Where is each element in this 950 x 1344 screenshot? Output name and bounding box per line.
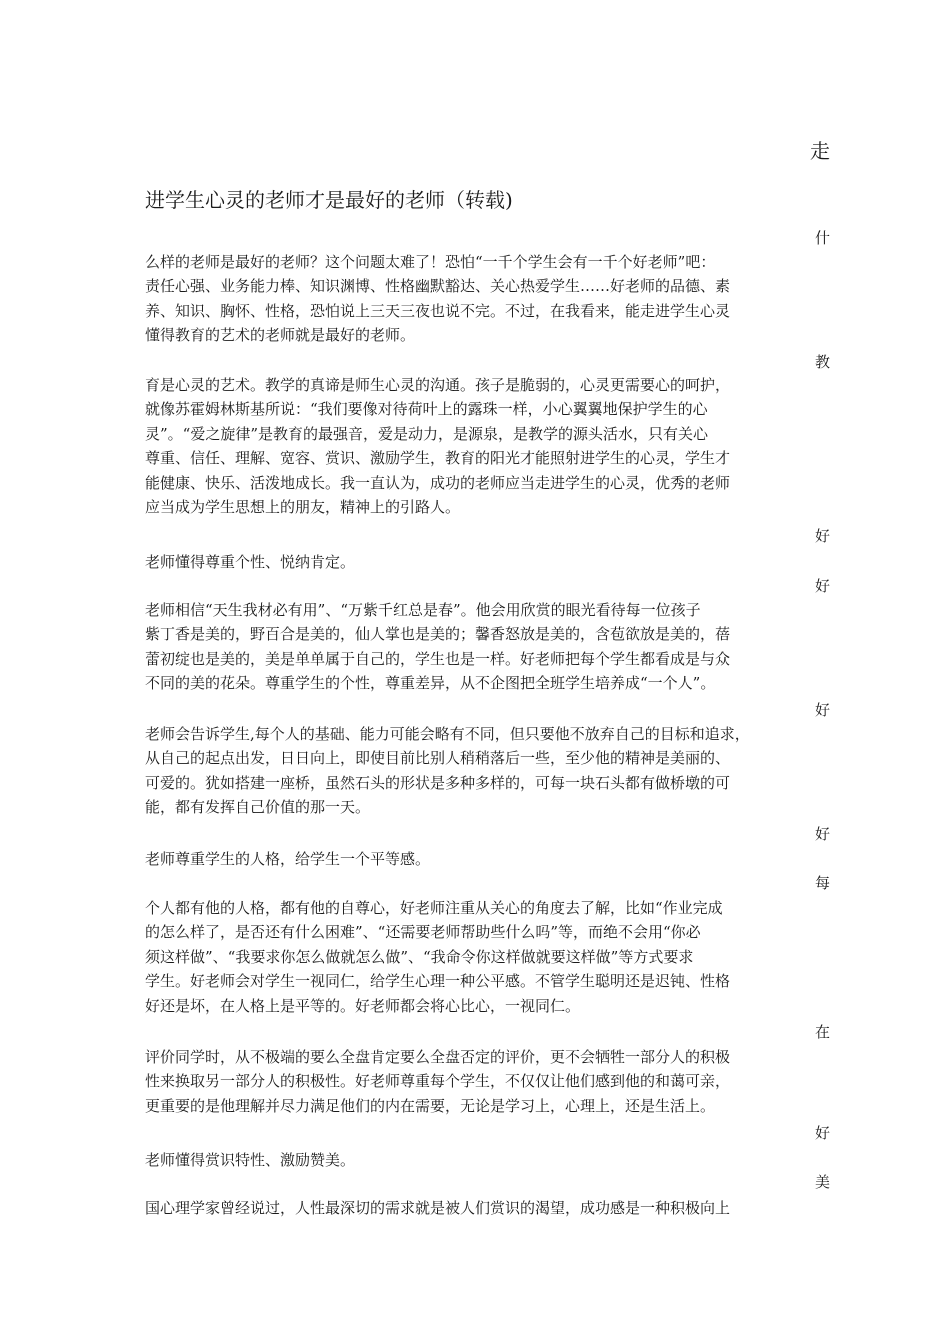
paragraph-line: 能，都有发挥自己价值的那一天。 xyxy=(145,798,371,817)
paragraph-line: 老师懂得尊重个性、悦纳肯定。 xyxy=(145,553,356,571)
paragraph-drop-char: 美 xyxy=(814,1173,830,1191)
paragraph-drop-char: 在 xyxy=(814,1023,830,1041)
paragraph-line: 学生。好老师会对学生一视同仁，给学生心理一种公平感。不管学生聪明还是迟钝、性格 xyxy=(145,972,731,991)
paragraph-drop-char: 好 xyxy=(814,1124,830,1142)
paragraph xyxy=(145,598,825,696)
paragraph-line: 评价同学时，从不极端的要么全盘肯定要么全盘否定的评价，更不会牺牲一部分人的积极 xyxy=(145,1048,731,1066)
paragraph-line: 不同的美的花朵。尊重学生的个性，尊重差异，从不企图把全班学生培养成“一个人”。 xyxy=(145,674,716,693)
paragraph-line: 老师相信“天生我材必有用”、“万紫千红总是春”。他会用欣赏的眼光看待每一位孩子 xyxy=(145,601,701,619)
paragraph-line: 能健康、快乐、活泼地成长。我一直认为，成功的老师应当走进学生的心灵，优秀的老师 xyxy=(145,473,731,492)
paragraph-line: 须这样做”、“我要求你怎么做就怎么做”、“我命令你这样做就要这样做”等方式要求 xyxy=(145,947,694,966)
paragraph-line: 应当成为学生思想上的朋友，精神上的引路人。 xyxy=(145,498,461,517)
paragraph-drop-char: 好 xyxy=(814,577,830,595)
paragraph-drop-char: 好 xyxy=(814,701,830,719)
paragraph-line: 的怎么样了，是否还有什么困难”、“还需要老师帮助些什么吗”等，而绝不会用“你必 xyxy=(145,923,701,942)
paragraph-line: 性来换取另一部分人的积极性。好老师尊重每个学生，不仅仅让他们感到他的和蔼可亲， xyxy=(145,1072,731,1091)
paragraph-line: 紫丁香是美的，野百合是美的，仙人掌也是美的；馨香怒放是美的，含苞欲放是美的，蓓 xyxy=(145,625,731,644)
paragraph xyxy=(145,550,825,574)
paragraph-line: 更重要的是他理解并尽力满足他们的内在需要，无论是学习上，心理上，还是生活上。 xyxy=(145,1096,716,1115)
paragraph xyxy=(145,250,825,348)
paragraph xyxy=(145,847,825,871)
paragraph-line: 从自己的起点出发，日日向上，即使目前比别人稍稍落后一些，至少他的精神是美丽的、 xyxy=(145,749,731,768)
paragraph-line: 老师会告诉学生,每个人的基础、能力可能会略有不同，但只要他不放弃自己的目标和追求， xyxy=(145,725,750,743)
paragraph-line: 蕾初绽也是美的，美是单单属于自己的，学生也是一样。好老师把每个学生都看成是与众 xyxy=(145,649,731,668)
paragraph-line: 懂得教育的艺术的老师就是最好的老师。 xyxy=(145,326,416,345)
paragraph-line: 养、知识、胸怀、性格，恐怕说上三天三夜也说不完。不过，在我看来，能走进学生心灵 xyxy=(145,301,731,320)
paragraph-drop-char: 什 xyxy=(814,229,830,247)
paragraph-line: 就像苏霍姆林斯基所说：“我们要像对待荷叶上的露珠一样，小心翼翼地保护学生的心 xyxy=(145,400,708,419)
paragraph xyxy=(145,1196,825,1220)
page-title: 进学生心灵的老师才是最好的老师（转载) xyxy=(145,188,513,212)
paragraph-line: 尊重、信任、理解、宽容、赏识、激励学生，教育的阳光才能照射进学生的心灵，学生才 xyxy=(145,449,731,468)
paragraph-drop-char: 好 xyxy=(814,825,830,843)
paragraph xyxy=(145,896,825,1018)
paragraph-line: 好还是坏，在人格上是平等的。好老师都会将心比心，一视同仁。 xyxy=(145,996,581,1015)
paragraph-line: 责任心强、业务能力棒、知识渊博、性格幽默豁达、关心热爱学生……好老师的品德、素 xyxy=(145,277,731,296)
paragraph-drop-char: 教 xyxy=(814,353,830,371)
paragraph xyxy=(145,373,825,519)
paragraph-drop-char: 每 xyxy=(814,874,830,892)
paragraph-line: 老师懂得赏识特性、激励赞美。 xyxy=(145,1151,356,1169)
paragraph-drop-char: 好 xyxy=(814,527,830,545)
paragraph-line: 么样的老师是最好的老师？这个问题太难了！恐怕“一千个学生会有一千个好老师”吧： xyxy=(145,253,716,271)
paragraph-line: 个人都有他的人格，都有他的自尊心，好老师注重从关心的角度去了解，比如“作业完成 xyxy=(145,899,723,917)
paragraph-line: 育是心灵的艺术。教学的真谛是师生心灵的沟通。孩子是脆弱的，心灵更需要心的呵护， xyxy=(145,376,731,394)
paragraph xyxy=(145,1148,825,1172)
paragraph xyxy=(145,1045,825,1118)
paragraph-line: 国心理学家曾经说过，人性最深切的需求就是被人们赏识的渴望，成功感是一种积极向上 xyxy=(145,1199,731,1217)
paragraph-line: 灵”。“爱之旋律”是教育的最强音，爱是动力，是源泉，是教学的源头活水，只有关心 xyxy=(145,424,709,443)
title-drop-char: 走 xyxy=(810,139,830,163)
paragraph-line: 可爱的。犹如搭建一座桥，虽然石头的形状是多种多样的，可每一块石头都有做桥墩的可 xyxy=(145,773,731,792)
paragraph xyxy=(145,722,825,820)
paragraph-line: 老师尊重学生的人格，给学生一个平等感。 xyxy=(145,850,431,868)
